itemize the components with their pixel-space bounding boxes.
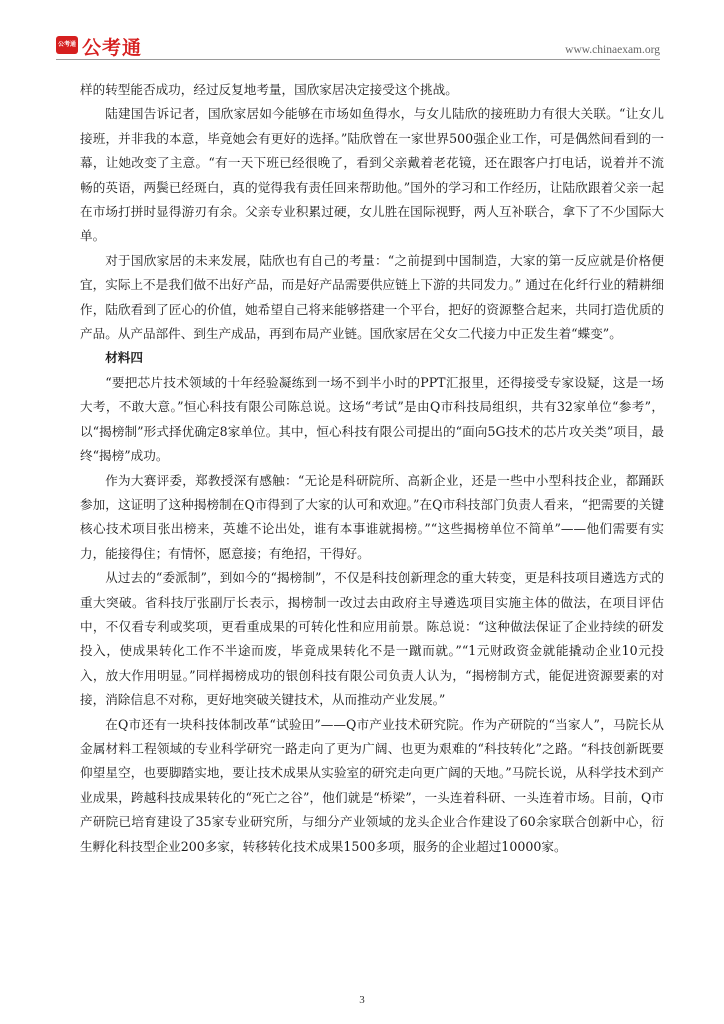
paragraph: 从过去的“委派制”，到如今的“揭榜制”，不仅是科技创新理念的重大转变，更是科技项目遴选方式的重大突破。省科技厅张副厅长表示，揭榜制一改过去由政府主导遴选项目实施主体的做法，在项目评估中，不仅看专利或奖项，更看重成果的可转化性和应用前景。陈总说：“这种做法保证了企业持续的研发投入，使成果转化工作不半途而废，毕竟成果转化不是一蹴而就。”“1元财政资金就能撬动企业10元投入，放大作用明显。”同样揭榜成功的银创科技有限公司负责人认为，“揭榜制方式，能促进资源要素的对接，消除信息不对称，更好地突破关键技术，从而推动产业发展。”: [80, 570, 664, 708]
paragraph: 在Q市还有一块科技体制改革“试验田”——Q市产业技术研究院。作为产研院的“当家人”，马院长从金属材料工程领域的专业科学研究一路走向了更为广阔、也更为艰难的“科技转化”之路。“科技创新既要仰望星空，也要脚踏实地，要让技术成果从实验室的研究走向更广阔的天地。”马院长说，从科学技术到产业成果，跨越科技成果转化的“死亡之谷”，他们就是“桥梁”，一头连着科研、一头连着市场。目前，Q市产研院已培育建设了35家专业研究所，与细分产业领域的龙头企业合作建设了60余家联合创新中心，衍生孵化科技型企业200多家，转移转化技术成果1500多项，服务的企业超过10000家。: [80, 716, 664, 854]
logo-badge[interactable]: 公考通: [56, 36, 78, 54]
page-header: [0, 0, 724, 62]
paragraph: 陆建国告诉记者，国欣家居如今能够在市场如鱼得水，与女儿陆欣的接班助力有很大关联。“让女儿接班，并非我的本意，毕竟她会有更好的选择。”陆欣曾在一家世界500强企业工作，可是偶然间看到的一幕，让她改变了主意。“有一天下班已经很晚了，看到父亲戴着老花镜，还在跟客户打电话，说着并不流畅的英语，两鬓已经斑白，真的觉得我有责任回来帮助他。”国外的学习和工作经历，让陆欣跟着父亲一起在市场打拼时显得游刃有余。父亲专业积累过硬，女儿胜在国际视野，两人互补联合，拿下了不少国际大单。: [80, 106, 664, 244]
document-body: [80, 78, 664, 859]
paragraph: 作为大赛评委，郑教授深有感触：“无论是科研院所、高新企业，还是一些中小型科技企业，都踊跃参加，这证明了这种揭榜制在Q市得到了大家的认可和欢迎。”在Q市科技部门负责人看来，“把需要的关键核心技术项目张出榜来，英雄不论出处，谁有本事谁就揭榜。”“这些揭榜单位不简单”——他们需要有实力，能接得住；有情怀，愿意接；有绝招，干得好。: [80, 472, 664, 561]
site-url[interactable]: www.chinaexam.org: [565, 44, 660, 56]
section-heading: 材料四: [105, 350, 143, 366]
site-logo[interactable]: 公考通: [82, 37, 143, 59]
paragraph-continued: 样的转型能否成功，经过反复地考量，国欣家居决定接受这个挑战。: [80, 82, 458, 97]
paragraph: 对于国欣家居的未来发展，陆欣也有自己的考量：“之前提到中国制造，大家的第一反应就是价格便宜，实际上不是我们做不出好产品，而是好产品需要供应链上下游的共同发力。” 通过在化纤行业的精耕细作，陆欣看到了匠心的价值，她希望自己将来能够搭建一个平台，把好的资源整合起来，共同打造优质的产品。从产品部件、到生产成品，再到布局产业链。国欣家居在父女二代接力中正发生着“蝶变”。: [80, 252, 664, 342]
paragraph: “要把芯片技术领域的十年经验凝练到一场不到半小时的PPT汇报里，还得接受专家设疑，这是一场大考，不敢大意。”恒心科技有限公司陈总说。这场“考试”是由Q市科技局组织，共有32家单位“参考”，以“揭榜制”形式择优确定8家单位。其中，恒心科技有限公司提出的“面向5G技术的芯片攻关类”项目，最终“揭榜”成功。: [80, 374, 664, 464]
page-number: 3: [359, 994, 365, 1006]
header-divider: [56, 59, 660, 60]
